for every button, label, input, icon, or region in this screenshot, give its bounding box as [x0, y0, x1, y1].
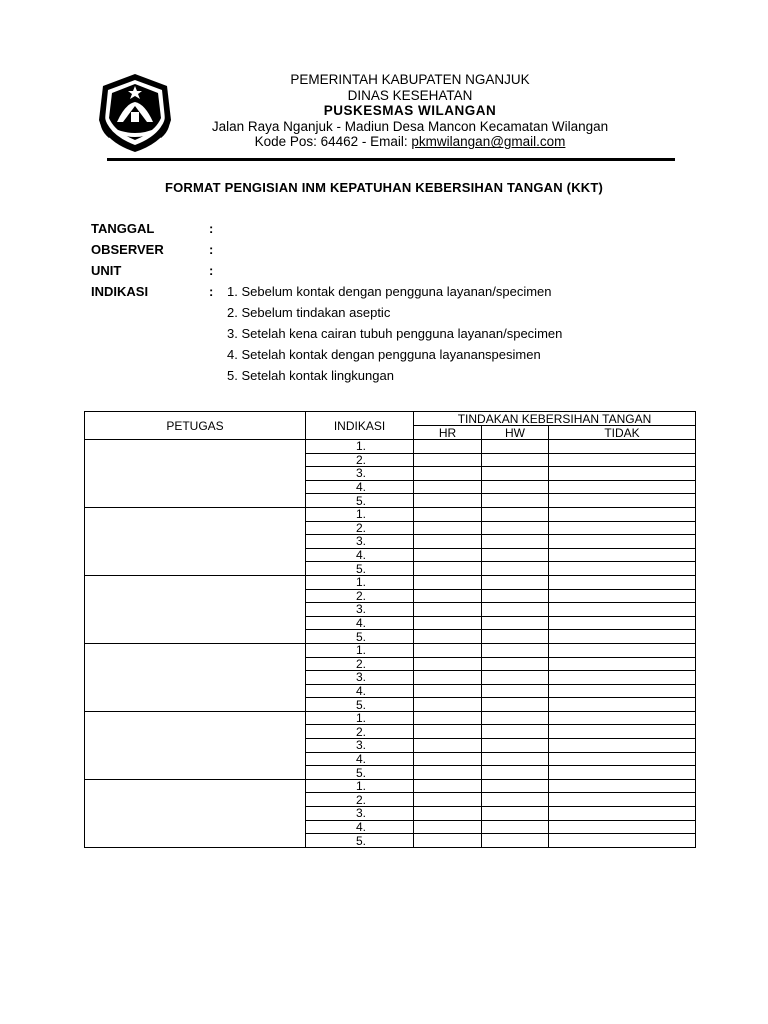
hr-cell[interactable] [414, 779, 482, 793]
tidak-cell[interactable] [549, 834, 696, 848]
tidak-cell[interactable] [549, 589, 696, 603]
indikasi-number-cell: 3. [306, 807, 414, 821]
field-label-tanggal: TANGGAL [91, 221, 155, 236]
hr-cell[interactable] [414, 521, 482, 535]
col-header-tindakan: TINDAKAN KEBERSIHAN TANGAN [414, 412, 696, 426]
hr-cell[interactable] [414, 548, 482, 562]
hw-cell[interactable] [482, 548, 549, 562]
tidak-cell[interactable] [549, 698, 696, 712]
hw-cell[interactable] [482, 521, 549, 535]
hr-cell[interactable] [414, 453, 482, 467]
hr-cell[interactable] [414, 575, 482, 589]
hr-cell[interactable] [414, 440, 482, 454]
indikasi-number-cell: 3. [306, 535, 414, 549]
indikasi-number-cell: 1. [306, 440, 414, 454]
hr-cell[interactable] [414, 711, 482, 725]
petugas-cell[interactable] [85, 779, 306, 847]
tidak-cell[interactable] [549, 820, 696, 834]
indikasi-number-cell: 4. [306, 548, 414, 562]
indikasi-number-cell: 2. [306, 589, 414, 603]
hr-cell[interactable] [414, 589, 482, 603]
letterhead [160, 72, 660, 150]
indikasi-number-cell: 2. [306, 453, 414, 467]
hw-cell[interactable] [482, 453, 549, 467]
tidak-cell[interactable] [549, 711, 696, 725]
indikasi-number-cell: 4. [306, 752, 414, 766]
table-row [85, 507, 696, 521]
hw-cell[interactable] [482, 779, 549, 793]
tidak-cell[interactable] [549, 657, 696, 671]
hr-cell[interactable] [414, 535, 482, 549]
tidak-cell[interactable] [549, 793, 696, 807]
header-government: PEMERINTAH KABUPATEN NGANJUK [290, 72, 530, 87]
petugas-cell[interactable] [85, 643, 306, 711]
indikasi-number-cell: 2. [306, 657, 414, 671]
indikasi-number-cell: 1. [306, 507, 414, 521]
indikasi-number-cell: 3. [306, 467, 414, 481]
indikasi-number-cell: 1. [306, 643, 414, 657]
hw-cell[interactable] [482, 711, 549, 725]
hw-cell[interactable] [482, 603, 549, 617]
indikasi-number-cell: 4. [306, 684, 414, 698]
hr-cell[interactable] [414, 684, 482, 698]
indikasi-number-cell: 2. [306, 793, 414, 807]
header-department: DINAS KESEHATAN [347, 87, 473, 103]
indikasi-number-cell: 2. [306, 521, 414, 535]
tidak-cell[interactable] [549, 739, 696, 753]
hw-cell[interactable] [482, 616, 549, 630]
tidak-cell[interactable] [549, 440, 696, 454]
hr-cell[interactable] [414, 480, 482, 494]
indikasi-item: 1. Sebelum kontak dengan pengguna layanan/specimen [227, 284, 552, 299]
hw-cell[interactable] [482, 630, 549, 644]
hr-cell[interactable] [414, 562, 482, 576]
col-header-indikasi: INDIKASI [306, 412, 414, 440]
tidak-cell[interactable] [549, 467, 696, 481]
hr-cell[interactable] [414, 752, 482, 766]
col-header-petugas: PETUGAS [85, 412, 306, 440]
hw-cell[interactable] [482, 739, 549, 753]
hw-cell[interactable] [482, 684, 549, 698]
indikasi-number-cell: 5. [306, 630, 414, 644]
hr-cell[interactable] [414, 725, 482, 739]
hw-cell[interactable] [482, 467, 549, 481]
hr-cell[interactable] [414, 820, 482, 834]
letterhead-divider [107, 158, 675, 161]
table-row [85, 575, 696, 589]
tidak-cell[interactable] [549, 535, 696, 549]
tidak-cell[interactable] [549, 752, 696, 766]
tidak-cell[interactable] [549, 480, 696, 494]
hw-cell[interactable] [482, 562, 549, 576]
hw-cell[interactable] [482, 793, 549, 807]
indikasi-number-cell: 3. [306, 671, 414, 685]
tidak-cell[interactable] [549, 548, 696, 562]
hw-cell[interactable] [482, 535, 549, 549]
indikasi-number-cell: 5. [306, 494, 414, 508]
indikasi-number-cell: 4. [306, 480, 414, 494]
indikasi-number-cell: 2. [306, 725, 414, 739]
tidak-cell[interactable] [549, 671, 696, 685]
hw-cell[interactable] [482, 657, 549, 671]
hw-cell[interactable] [482, 820, 549, 834]
hr-cell[interactable] [414, 834, 482, 848]
petugas-cell[interactable] [85, 507, 306, 575]
indikasi-item: 2. Sebelum tindakan aseptic [227, 305, 391, 320]
hr-cell[interactable] [414, 616, 482, 630]
hw-cell[interactable] [482, 643, 549, 657]
indikasi-number-cell: 4. [306, 820, 414, 834]
hr-cell[interactable] [414, 603, 482, 617]
header-contact [160, 134, 660, 150]
field-label-indikasi: INDIKASI [91, 284, 149, 299]
hr-cell[interactable] [414, 766, 482, 780]
hr-cell[interactable] [414, 630, 482, 644]
table-row [85, 643, 696, 657]
hw-cell[interactable] [482, 752, 549, 766]
indikasi-item: 3. Setelah kena cairan tubuh pengguna layanan/specimen [227, 326, 563, 341]
hr-cell[interactable] [414, 467, 482, 481]
header-address: Jalan Raya Nganjuk - Madiun Desa Mancon Kecamatan Wilangan [211, 118, 609, 134]
form-title: FORMAT PENGISIAN INM KEPATUHAN KEBERSIHAN TANGAN (KKT) [164, 180, 604, 195]
hw-cell[interactable] [482, 807, 549, 821]
tidak-cell[interactable] [549, 643, 696, 657]
hw-cell[interactable] [482, 671, 549, 685]
petugas-cell[interactable] [85, 575, 306, 643]
tidak-cell[interactable] [549, 453, 696, 467]
hr-cell[interactable] [414, 807, 482, 821]
kkt-table-body [85, 440, 696, 848]
indikasi-item: 5. Setelah kontak lingkungan [227, 368, 394, 383]
hr-cell[interactable] [414, 793, 482, 807]
tidak-cell[interactable] [549, 521, 696, 535]
tidak-cell[interactable] [549, 684, 696, 698]
field-colon: : [209, 263, 214, 278]
col-header-hw: HW [482, 426, 549, 440]
table-row [85, 711, 696, 725]
tidak-cell[interactable] [549, 630, 696, 644]
indikasi-number-cell: 1. [306, 575, 414, 589]
hr-cell[interactable] [414, 494, 482, 508]
petugas-cell[interactable] [85, 440, 306, 508]
hw-cell[interactable] [482, 589, 549, 603]
indikasi-number-cell: 5. [306, 562, 414, 576]
indikasi-number-cell: 3. [306, 603, 414, 617]
indikasi-number-cell: 1. [306, 779, 414, 793]
hr-cell[interactable] [414, 657, 482, 671]
tidak-cell[interactable] [549, 779, 696, 793]
hw-cell[interactable] [482, 507, 549, 521]
hw-cell[interactable] [482, 698, 549, 712]
petugas-cell[interactable] [85, 711, 306, 779]
tidak-cell[interactable] [549, 494, 696, 508]
hw-cell[interactable] [482, 480, 549, 494]
tidak-cell[interactable] [549, 562, 696, 576]
tidak-cell[interactable] [549, 616, 696, 630]
hr-cell[interactable] [414, 643, 482, 657]
kkt-table [84, 411, 696, 848]
field-label-observer: OBSERVER [91, 242, 164, 257]
tidak-cell[interactable] [549, 766, 696, 780]
hw-cell[interactable] [482, 834, 549, 848]
field-colon: : [209, 242, 214, 257]
field-colon: : [209, 284, 214, 299]
hr-cell[interactable] [414, 739, 482, 753]
col-header-tidak: TIDAK [549, 426, 696, 440]
field-label-unit: UNIT [91, 263, 122, 278]
indikasi-item: 4. Setelah kontak dengan pengguna layananspesimen [227, 347, 541, 362]
header-postcode: Kode Pos: 64462 - Email: [254, 134, 412, 150]
field-colon: : [209, 221, 214, 236]
indikasi-number-cell: 1. [306, 711, 414, 725]
table-row [85, 440, 696, 454]
indikasi-number-cell: 5. [306, 698, 414, 712]
hr-cell[interactable] [414, 698, 482, 712]
hw-cell[interactable] [482, 575, 549, 589]
indikasi-number-cell: 5. [306, 834, 414, 848]
hw-cell[interactable] [482, 440, 549, 454]
hr-cell[interactable] [414, 671, 482, 685]
hw-cell[interactable] [482, 494, 549, 508]
table-row [85, 779, 696, 793]
tidak-cell[interactable] [549, 575, 696, 589]
tidak-cell[interactable] [549, 603, 696, 617]
indikasi-number-cell: 4. [306, 616, 414, 630]
indikasi-number-cell: 5. [306, 766, 414, 780]
hr-cell[interactable] [414, 507, 482, 521]
tidak-cell[interactable] [549, 725, 696, 739]
tidak-cell[interactable] [549, 807, 696, 821]
col-header-hr: HR [414, 426, 482, 440]
tidak-cell[interactable] [549, 507, 696, 521]
header-puskesmas: PUSKESMAS WILANGAN [323, 103, 497, 119]
hw-cell[interactable] [482, 725, 549, 739]
indikasi-number-cell: 3. [306, 739, 414, 753]
header-email-link[interactable]: pkmwilangan@gmail.com [411, 134, 566, 150]
hw-cell[interactable] [482, 766, 549, 780]
